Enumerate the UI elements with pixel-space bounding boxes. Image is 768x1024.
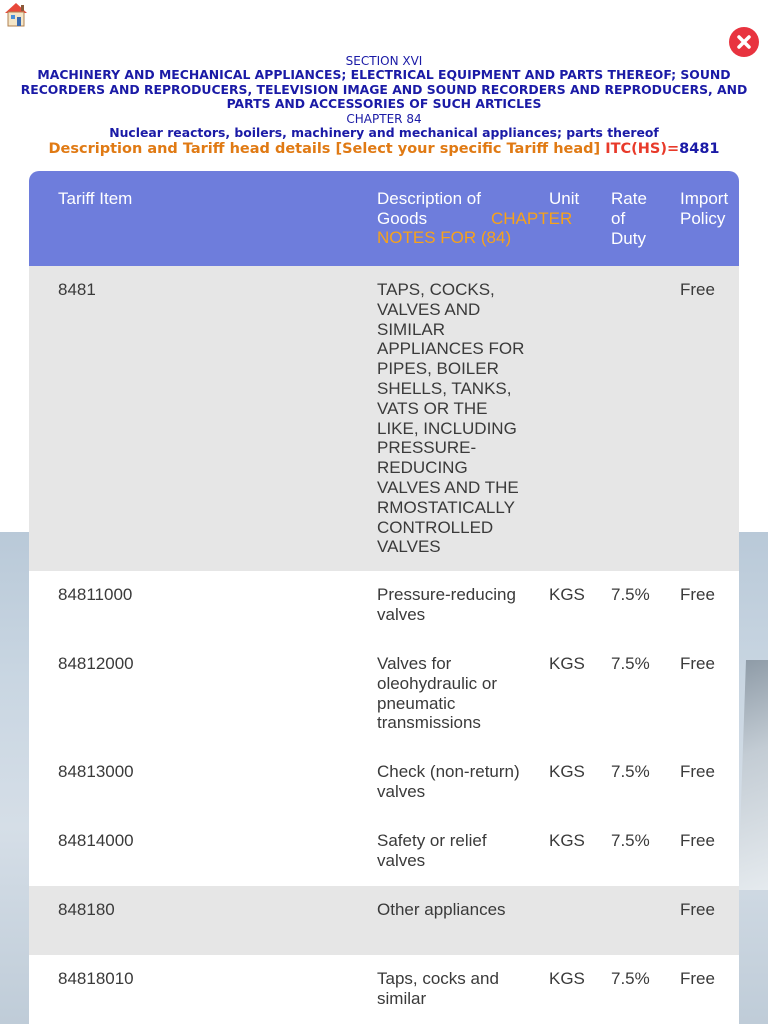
description-cell: TAPS, COCKS, VALVES AND SIMILAR APPLIANCES FOR PIPES, BOILER SHELLS, TANKS, VATS OR THE LIKE, INCLUDING PRESSURE-REDUCING VALVES AND THE RMOSTATICALLY CONTROLLED VALVES: [377, 280, 525, 557]
rate-cell: 7.5%: [611, 969, 650, 988]
unit-cell: KGS: [549, 585, 585, 604]
policy-cell: Free: [680, 280, 715, 299]
rate-cell: 7.5%: [611, 654, 650, 673]
table-row[interactable]: [29, 886, 739, 955]
policy-cell: Free: [680, 831, 715, 850]
tariff-item-cell: 84811000: [58, 585, 133, 604]
tariff-item-cell: 84818010: [58, 969, 134, 988]
description-cell: Valves for oleohydraulic or pneumatic transmissions: [377, 654, 498, 733]
tariff-item-cell: 84813000: [58, 762, 134, 781]
chapter-title: Nuclear reactors, boilers, machinery and mechanical appliances; parts thereof: [109, 124, 659, 140]
tariff-item-cell: 84812000: [58, 654, 134, 673]
column-header-rate: Rate of Duty: [611, 189, 647, 248]
close-button[interactable]: [729, 27, 759, 57]
rate-cell: 7.5%: [611, 762, 650, 781]
tariff-description-line: [0, 140, 768, 159]
description-cell: Taps, cocks and similar: [377, 969, 499, 1008]
description-cell: Pressure-reducing valves: [377, 585, 516, 624]
policy-cell: Free: [680, 969, 715, 988]
table-header: [29, 171, 739, 266]
policy-cell: Free: [680, 900, 715, 919]
tariff-item-cell: 848180: [58, 900, 115, 919]
policy-cell: Free: [680, 585, 715, 604]
policy-cell: Free: [680, 762, 715, 781]
tariff-item-cell: 8481: [58, 280, 96, 299]
table-row[interactable]: [29, 748, 739, 817]
description-cell: Other appliances: [377, 900, 506, 919]
table-row[interactable]: [29, 266, 739, 571]
section-number: SECTION XVI: [345, 54, 423, 68]
tariff-item-cell: 84814000: [58, 831, 134, 850]
tariff-table: [29, 171, 739, 1024]
rate-cell: 7.5%: [611, 585, 650, 604]
rate-cell: 7.5%: [611, 831, 650, 850]
itc-value: 8481: [679, 140, 720, 157]
column-header-description-label: Description of Goods: [377, 189, 481, 228]
description-cell: Check (non-return) valves: [377, 762, 520, 801]
unit-cell: KGS: [549, 831, 585, 850]
tariff-description-prefix: Description and Tariff head details [Select your specific Tariff head]: [48, 140, 606, 157]
table-row[interactable]: [29, 640, 739, 748]
unit-cell: KGS: [549, 969, 585, 988]
table-row[interactable]: [29, 955, 739, 1024]
home-icon[interactable]: [2, 0, 30, 28]
itc-label: ITC(HS)=: [605, 140, 680, 157]
close-icon: [729, 27, 759, 57]
column-header-tariff-item: Tariff Item: [58, 189, 133, 208]
chapter-number: CHAPTER 84: [346, 111, 422, 126]
unit-cell: KGS: [549, 762, 585, 781]
description-cell: Safety or relief valves: [377, 831, 487, 870]
column-header-policy: [680, 189, 739, 229]
column-header-description: [377, 189, 577, 248]
policy-cell: Free: [680, 654, 715, 673]
page-header: [0, 54, 768, 159]
column-header-policy-label: Import Policy: [680, 189, 729, 228]
section-title: MACHINERY AND MECHANICAL APPLIANCES; ELECTRICAL EQUIPMENT AND PARTS THEREOF; SOUND RECORDERS AND REPRODUCERS, TELEVISION IMAGE AND SOUND RECORDERS AND REPRODUCERS, AND PARTS AND ACCESSORIES OF SUCH ARTICLES: [20, 67, 748, 112]
unit-cell: KGS: [549, 654, 585, 673]
column-header-unit: Unit: [549, 189, 580, 208]
table-row[interactable]: [29, 817, 739, 886]
table-row[interactable]: [29, 571, 739, 640]
chapter-notes-link[interactable]: CHAPTER NOTES FOR (84): [377, 208, 573, 248]
